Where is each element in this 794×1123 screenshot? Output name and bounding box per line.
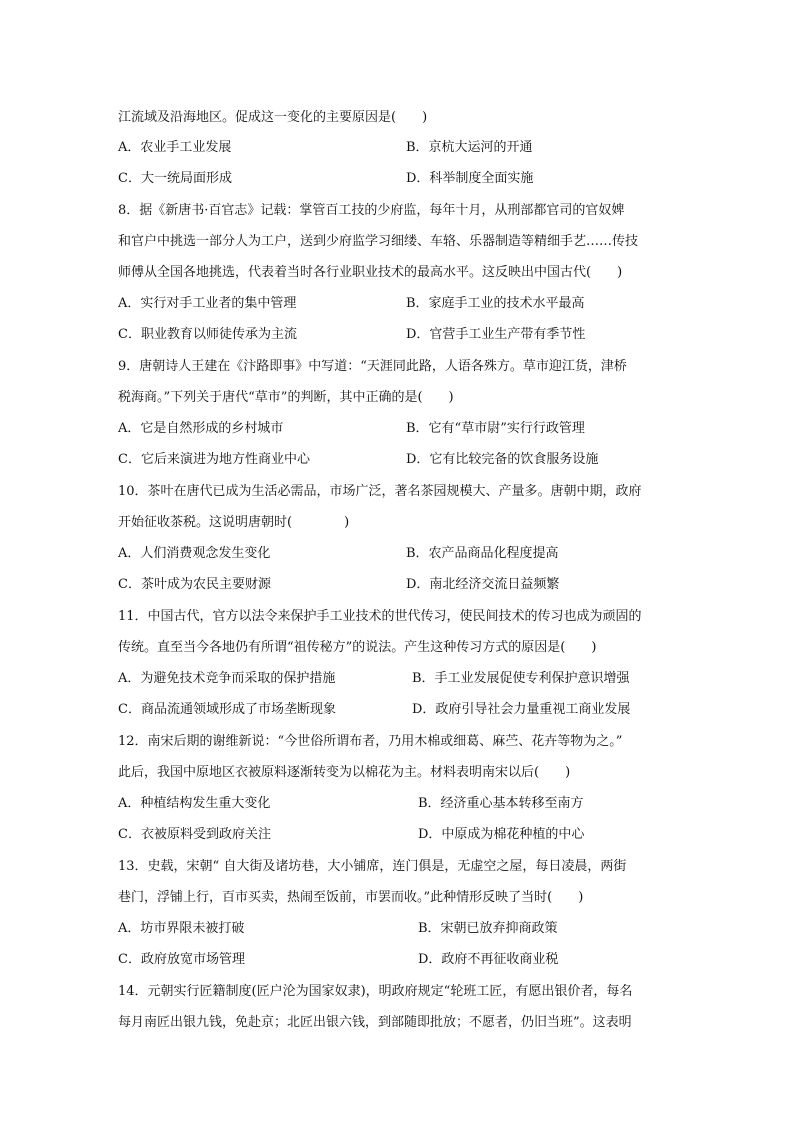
question-11-line-1: 11．中国古代，官方以法令来保护手工业技术的世代传习，使民间技术的传习也成为顽固的 [118, 609, 642, 624]
q7-option-d: D．科举制度全面实施 [406, 171, 534, 186]
q7-option-c: C．大一统局面形成 [118, 171, 232, 186]
q7-option-b: B．京杭大运河的开通 [406, 140, 533, 155]
q10-option-a: A．人们消费观念发生变化 [118, 546, 271, 561]
q12-option-c: C．衣被原料受到政府关注 [118, 827, 271, 842]
q13-option-d: D．政府不再征收商业税 [418, 952, 559, 967]
question-13-line-1: 13．史载，宋朝“ 自大街及诸坊巷，大小铺席，连门俱是，无虚空之屋，每日凌晨，两街 [118, 859, 627, 874]
q9-option-b: B．它有“草市尉”实行行政管理 [406, 421, 585, 436]
question-7-stem-tail: 江流域及沿海地区。促成这一变化的主要原因是( ) [118, 110, 428, 125]
q12-option-d: D．中原成为棉花种植的中心 [418, 827, 585, 842]
q8-option-b: B．家庭手工业的技术水平最高 [406, 296, 585, 311]
q13-option-b: B．宋朝已放弃抑商政策 [418, 921, 558, 936]
q11-option-d: D．政府引导社会力量重视工商业发展 [412, 702, 631, 717]
q11-option-b: B．手工业发展促使专利保护意识增强 [412, 671, 630, 686]
question-8-line-3: 师傅从全国各地挑选，代表着当时各行业职业技术的最高水平。这反映出中国古代( ) [118, 265, 623, 280]
question-14-line-1: 14．元朝实行匠籍制度(匠户沦为国家奴隶)，明政府规定“轮班工匠，有愿出银价者，每名 [118, 984, 633, 999]
q13-option-c: C．政府放宽市场管理 [118, 952, 245, 967]
question-11-line-2: 传统。直至当今各地仍有所谓“祖传秘方”的说法。产生这种传习方式的原因是( ) [118, 640, 597, 655]
question-13-line-2: 巷门，浮铺上行，百市买卖，热闹至饭前，市罢而收。”此种情形反映了当时( ) [118, 890, 584, 905]
question-9-line-2: 税海商。”下列关于唐代“草市”的判断，其中正确的是( ) [118, 390, 454, 405]
q10-option-b: B．农产品商品化程度提高 [406, 546, 559, 561]
q11-option-a: A．为避免技术竞争而采取的保护措施 [118, 671, 336, 686]
question-8-line-2: 和官户中挑选一部分人为工户，送到少府监学习细缕、车辂、乐器制造等精细手艺……传技 [118, 234, 639, 249]
question-14-line-2: 每月南匠出银九钱，免赴京；北匠出银六钱，到部随即批放；不愿者，仍旧当班”。这表明 [118, 1015, 632, 1030]
q7-option-a: A．农业手工业发展 [118, 140, 232, 155]
q9-option-c: C．它后来演进为地方性商业中心 [118, 452, 310, 467]
q9-option-d: D．它有比较完备的饮食服务设施 [406, 452, 599, 467]
q10-option-c: C．茶叶成为农民主要财源 [118, 577, 271, 592]
question-10-line-1: 10．茶叶在唐代已成为生活必需品，市场广泛，著名茶园规模大、产量多。唐朝中期，政府 [118, 484, 642, 499]
q10-option-d: D．南北经济交流日益频繁 [406, 577, 560, 592]
question-9-line-1: 9．唐朝诗人王建在《汴路即事》中写道：“天涯同此路，人语各殊方。草市迎江货，津桥 [118, 359, 627, 374]
q8-option-d: D．官营手工业生产带有季节性 [406, 327, 586, 342]
q11-option-c: C．商品流通领域形成了市场垄断现象 [118, 702, 336, 717]
q8-option-a: A．实行对手工业者的集中管理 [118, 296, 297, 311]
question-12-line-1: 12．南宋后期的谢维新说：“今世俗所谓布者，乃用木棉或细葛、麻苎、花卉等物为之。” [118, 734, 623, 749]
question-8-line-1: 8．据《新唐书·百官志》记载：掌管百工技的少府监，每年十月，从刑部都官司的官奴婢 [118, 203, 625, 218]
question-12-line-2: 此后，我国中原地区衣被原料逐渐转变为以棉花为主。材料表明南宋以后( ) [118, 765, 571, 780]
q9-option-a: A．它是自然形成的乡村城市 [118, 421, 284, 436]
q12-option-a: A．种植结构发生重大变化 [118, 796, 271, 811]
question-10-line-2: 开始征收茶税。这说明唐朝时( ) [118, 515, 350, 530]
q12-option-b: B．经济重心基本转移至南方 [418, 796, 584, 811]
q8-option-c: C．职业教育以师徒传承为主流 [118, 327, 297, 342]
q13-option-a: A．坊市界限未被打破 [118, 921, 245, 936]
